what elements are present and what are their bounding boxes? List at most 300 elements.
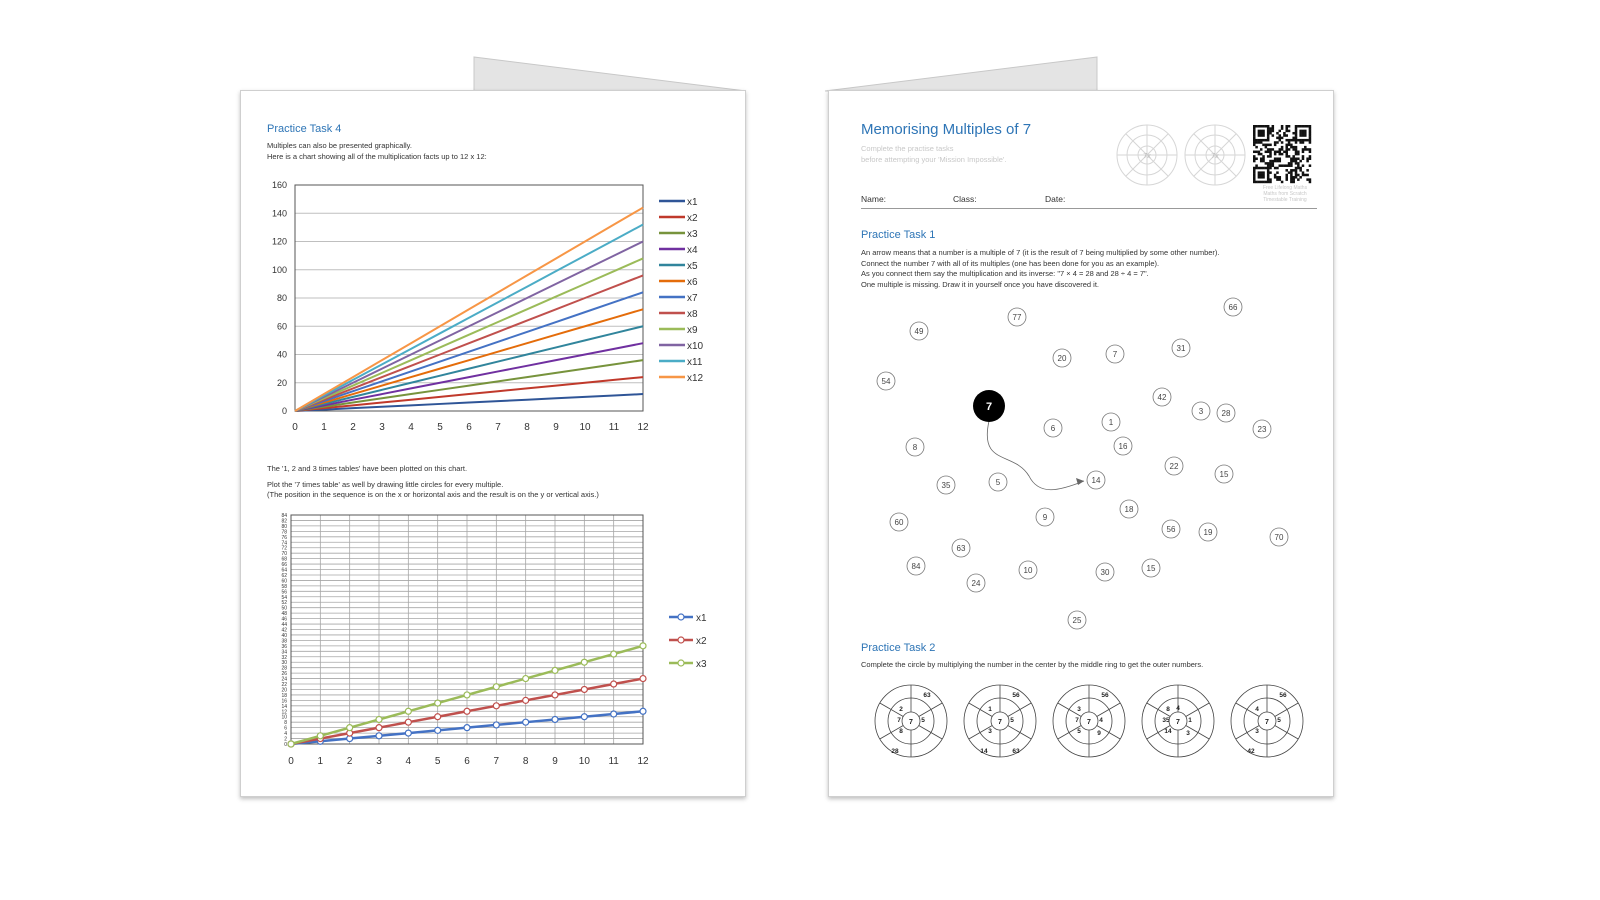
qr-module: [1253, 178, 1256, 181]
middle-line-2: Plot the '7 times table' as well by drawing little circles for every multiple.: [267, 479, 504, 489]
qr-module: [1255, 125, 1258, 128]
qr-module: [1302, 139, 1305, 142]
number-bubble-label: 35: [941, 481, 951, 490]
chart2-y-tick: 8: [284, 720, 287, 727]
chart2-y-tick: 42: [281, 627, 287, 634]
chart1-series-x9: [295, 258, 643, 411]
chart2-y-tick: 84: [281, 513, 287, 519]
qr-module: [1288, 141, 1291, 144]
qr-module: [1267, 130, 1270, 133]
qr-module: [1288, 144, 1291, 147]
qr-module: [1253, 134, 1256, 137]
wheel-middle-number: 4: [1176, 705, 1180, 712]
chart2-y-tick: 50: [281, 605, 287, 612]
qr-module: [1269, 132, 1272, 135]
task4-title: Practice Task 4: [267, 123, 342, 135]
chart2-y-tick: 14: [281, 703, 287, 710]
wheel-center-number: 7: [909, 719, 913, 726]
chart2-point-x2: [611, 681, 617, 687]
qr-module: [1262, 160, 1265, 163]
chart2-y-tick: 38: [281, 638, 287, 645]
qr-module: [1276, 178, 1279, 181]
chart1-x-tick: 4: [408, 422, 414, 433]
qr-module: [1269, 167, 1272, 170]
qr-module: [1265, 181, 1268, 184]
chart1-x-tick: 5: [437, 422, 443, 433]
number-bubble-label: 28: [1221, 409, 1231, 418]
qr-code[interactable]: [1253, 125, 1311, 183]
chart2-point-x1: [640, 708, 646, 714]
qr-module: [1260, 157, 1263, 160]
wheel-center-number: 7: [1265, 719, 1269, 726]
qr-module: [1258, 151, 1261, 154]
qr-module: [1309, 164, 1312, 167]
qr-module: [1253, 139, 1256, 142]
chart1-legend-label: x8: [687, 309, 698, 320]
chart2-x-tick: 3: [376, 756, 382, 767]
qr-module: [1276, 167, 1279, 170]
chart2-point-x1: [376, 733, 382, 739]
task2-instruction: Complete the circle by multiplying the number in the center by the middle ring to get the outer numbers.: [861, 660, 1204, 669]
qr-module: [1267, 137, 1270, 140]
qr-module: [1279, 137, 1282, 140]
chart1-y-tick: 80: [276, 293, 287, 303]
qr-module: [1309, 139, 1312, 142]
qr-module: [1276, 141, 1279, 144]
wheel-outer-number: 63: [923, 692, 931, 699]
qr-module: [1267, 174, 1270, 177]
qr-module: [1269, 160, 1272, 163]
chart2-x-tick: 0: [288, 756, 294, 767]
qr-module: [1274, 176, 1277, 179]
number-bubble-label: 30: [1100, 568, 1110, 577]
qr-module: [1304, 174, 1307, 177]
qr-module: [1288, 139, 1291, 142]
qr-module: [1269, 127, 1272, 130]
qr-module: [1295, 132, 1298, 135]
qr-module: [1290, 146, 1293, 149]
qr-module: [1290, 157, 1293, 160]
qr-module: [1285, 174, 1288, 177]
qr-module: [1290, 181, 1293, 184]
qr-module: [1276, 137, 1279, 140]
qr-module: [1279, 157, 1282, 160]
chart2-point-x3: [523, 676, 529, 682]
qr-module: [1253, 132, 1256, 135]
number-bubble-label: 16: [1118, 442, 1128, 451]
wheel-outer-number: 14: [980, 748, 988, 755]
qr-module: [1297, 153, 1300, 156]
number-bubble-label: 1: [1108, 418, 1114, 427]
chart2-point-x1: [552, 716, 558, 722]
chart2-y-tick: 10: [281, 714, 287, 721]
qr-module: [1292, 176, 1295, 179]
qr-module: [1269, 164, 1272, 167]
chart2-legend-label: x1: [696, 613, 707, 624]
qr-module: [1258, 174, 1261, 177]
qr-module: [1258, 181, 1261, 184]
chart2-y-tick: 78: [281, 529, 287, 536]
qr-module: [1258, 132, 1261, 135]
qr-module: [1283, 164, 1286, 167]
qr-module: [1299, 125, 1302, 128]
qr-module: [1309, 137, 1312, 140]
number-bubble-label: 49: [914, 327, 924, 336]
wheel-outer-number: 28: [891, 748, 899, 755]
wheel-1: [875, 685, 947, 757]
chart2-x-tick: 10: [578, 756, 590, 767]
qr-module: [1295, 137, 1298, 140]
chart2-y-tick: 20: [281, 687, 287, 694]
qr-module: [1285, 125, 1288, 128]
chart1-legend-label: x5: [687, 261, 698, 272]
qr-module: [1269, 153, 1272, 156]
chart2-y-tick: 76: [281, 534, 287, 541]
chart1-legend-label: x11: [687, 357, 703, 368]
number-bubble-label: 7: [1112, 350, 1118, 359]
chart2-y-tick: 34: [281, 649, 287, 656]
qr-module: [1299, 167, 1302, 170]
qr-module: [1279, 134, 1282, 137]
chart1-x-tick: 3: [379, 422, 385, 433]
wheel-outer-number: 56: [1279, 692, 1287, 699]
qr-module: [1262, 125, 1265, 128]
middle-line-1: The '1, 2 and 3 times tables' have been plotted on this chart.: [267, 464, 468, 473]
left-worksheet-page: [240, 90, 746, 797]
qr-module: [1306, 160, 1309, 163]
chart1-legend-label: x1: [687, 197, 698, 208]
chart1-x-tick: 7: [495, 422, 501, 433]
qr-module: [1288, 125, 1291, 128]
qr-module: [1253, 169, 1256, 172]
wheel-outer-number: 56: [1012, 692, 1020, 699]
qr-module: [1265, 144, 1268, 147]
qr-module: [1253, 167, 1256, 170]
chart2-y-tick: 70: [281, 551, 287, 558]
qr-module: [1295, 169, 1298, 172]
qr-module: [1295, 162, 1298, 165]
qr-module: [1295, 148, 1298, 151]
qr-module: [1267, 125, 1270, 128]
qr-module: [1304, 132, 1307, 135]
chart2-y-tick: 12: [281, 709, 287, 716]
chart2-y-tick: 30: [281, 660, 287, 667]
qr-module: [1274, 141, 1277, 144]
chart2-y-tick: 40: [281, 632, 287, 639]
qr-module: [1274, 174, 1277, 177]
task1-title: Practice Task 1: [861, 229, 936, 241]
qr-module: [1281, 125, 1284, 128]
qr-module: [1285, 146, 1288, 149]
qr-module: [1253, 141, 1256, 144]
qr-module: [1269, 148, 1272, 151]
number-bubble-label: 14: [1091, 476, 1101, 485]
chart2-point-x2: [552, 692, 558, 698]
chart2-point-x1: [493, 722, 499, 728]
chart2-y-tick: 54: [281, 594, 287, 601]
qr-module: [1260, 141, 1263, 144]
chart2-x-tick: 2: [346, 756, 353, 767]
qr-module: [1272, 162, 1275, 165]
chart2-legend-marker: [678, 614, 684, 620]
chart1-x-tick: 10: [579, 422, 591, 433]
qr-module: [1260, 160, 1263, 163]
chart2-y-tick: 46: [281, 616, 287, 623]
chart2-y-tick: 60: [281, 578, 287, 585]
qr-module: [1253, 171, 1256, 174]
qr-module: [1292, 132, 1295, 135]
qr-module: [1306, 148, 1309, 151]
qr-caption-2: Maths from Scratch: [1263, 191, 1307, 197]
wheel-middle-number: 5: [921, 717, 925, 724]
chart2-y-tick: 66: [281, 562, 287, 569]
qr-module: [1309, 148, 1312, 151]
qr-module: [1299, 169, 1302, 172]
qr-module: [1309, 130, 1312, 133]
chart2-point-x3: [288, 741, 294, 747]
chart2-y-tick: 18: [281, 692, 287, 699]
qr-module: [1269, 181, 1272, 184]
wheel-middle-number: 5: [1077, 728, 1081, 735]
qr-module: [1292, 181, 1295, 184]
number-bubble-label: 8: [912, 443, 918, 452]
wheel-middle-number: 4: [1099, 717, 1103, 724]
qr-module: [1262, 134, 1265, 137]
qr-module: [1255, 139, 1258, 142]
qr-module: [1274, 144, 1277, 147]
wheel-middle-number: 3: [988, 728, 992, 735]
chart1-legend-label: x10: [687, 341, 704, 352]
qr-module: [1285, 169, 1288, 172]
qr-module: [1302, 174, 1305, 177]
qr-module: [1302, 164, 1305, 167]
number-bubble-label: 9: [1042, 513, 1048, 522]
qr-module: [1302, 157, 1305, 160]
qr-module: [1281, 127, 1284, 130]
task4-middle-text: [267, 464, 599, 501]
qr-module: [1292, 178, 1295, 181]
wheel-middle-number: 14: [1164, 728, 1172, 735]
qr-module: [1267, 144, 1270, 147]
qr-module: [1288, 171, 1291, 174]
chart2-y-tick: 36: [281, 643, 287, 650]
qr-module: [1272, 130, 1275, 133]
chart2-y-tick: 72: [281, 545, 287, 552]
qr-module: [1290, 171, 1293, 174]
qr-module: [1274, 167, 1277, 170]
qr-module: [1267, 162, 1270, 165]
qr-module: [1302, 132, 1305, 135]
qr-module: [1253, 174, 1256, 177]
chart2-point-x3: [640, 643, 646, 649]
chart2-point-x2: [581, 686, 587, 692]
qr-module: [1295, 176, 1298, 179]
qr-module: [1255, 151, 1258, 154]
number-bubble-label: 15: [1219, 470, 1229, 479]
qr-module: [1295, 125, 1298, 128]
wheel-middle-number: 7: [1075, 717, 1079, 724]
qr-module: [1274, 153, 1277, 156]
qr-module: [1279, 151, 1282, 154]
qr-module: [1290, 178, 1293, 181]
qr-module: [1265, 162, 1268, 165]
qr-module: [1262, 157, 1265, 160]
task4-intro: [267, 141, 487, 162]
chart1-x-tick: 8: [524, 422, 530, 433]
wheel-center-number: 7: [1087, 719, 1091, 726]
qr-module: [1262, 171, 1265, 174]
qr-module: [1255, 167, 1258, 170]
qr-module: [1299, 130, 1302, 133]
chart2-point-x2: [493, 703, 499, 709]
qr-module: [1255, 157, 1258, 160]
wheel-5: [1231, 685, 1303, 757]
intro-line-2: Here is a chart showing all of the multiplication facts up to 12 x 12:: [267, 151, 487, 161]
number-bubble-label: 3: [1198, 407, 1204, 416]
chart1-legend-label: x12: [687, 373, 704, 384]
qr-module: [1302, 171, 1305, 174]
qr-module: [1295, 157, 1298, 160]
qr-module: [1276, 171, 1279, 174]
qr-module: [1299, 160, 1302, 163]
number-bubble-label: 63: [956, 544, 966, 553]
qr-module: [1288, 155, 1291, 158]
wheel-middle-number: 1: [1188, 717, 1192, 724]
qr-module: [1304, 134, 1307, 137]
chart2-y-tick: 44: [281, 622, 287, 629]
qr-module: [1285, 164, 1288, 167]
wheel-middle-number: 1: [988, 706, 992, 713]
qr-module: [1285, 178, 1288, 181]
badge-1-label: 7x: [1143, 153, 1151, 160]
qr-module: [1302, 141, 1305, 144]
qr-module: [1295, 174, 1298, 177]
wheel-middle-number: 7: [897, 717, 901, 724]
qr-module: [1253, 181, 1256, 184]
wheel-2: [964, 685, 1036, 757]
chart2-point-x2: [405, 719, 411, 725]
worksheet-title: Memorising Multiples of 7: [861, 121, 1032, 138]
qr-module: [1309, 141, 1312, 144]
number-bubble-field: [829, 291, 1333, 641]
chart2-y-tick: 32: [281, 654, 287, 661]
qr-module: [1265, 139, 1268, 142]
qr-module: [1290, 169, 1293, 172]
chart2-y-tick: 68: [281, 556, 287, 563]
qr-module: [1262, 130, 1265, 133]
qr-module: [1262, 155, 1265, 158]
chart2-point-x1: [581, 714, 587, 720]
number-bubble-label: 24: [971, 579, 981, 588]
chart2-y-tick: 64: [281, 567, 287, 574]
task1-instructions: [861, 248, 1220, 290]
date-label: Date:: [1045, 194, 1066, 204]
qr-module: [1295, 167, 1298, 170]
qr-caption-3: Timestable Training: [1263, 197, 1307, 203]
qr-module: [1265, 125, 1268, 128]
right-worksheet-page: [828, 90, 1334, 797]
chart1-legend-label: x9: [687, 325, 698, 336]
chart2-point-x2: [435, 714, 441, 720]
qr-module: [1285, 134, 1288, 137]
chart2-point-x3: [464, 692, 470, 698]
qr-module: [1302, 125, 1305, 128]
chart2-point-x1: [611, 711, 617, 717]
qr-module: [1272, 125, 1275, 128]
number-bubble-label: 25: [1072, 616, 1082, 625]
qr-module: [1302, 151, 1305, 154]
qr-module: [1267, 134, 1270, 137]
qr-module: [1304, 125, 1307, 128]
qr-module: [1267, 178, 1270, 181]
chart2-x-tick: 6: [464, 756, 470, 767]
qr-module: [1302, 134, 1305, 137]
qr-module: [1253, 144, 1256, 147]
qr-module: [1281, 141, 1284, 144]
qr-module: [1299, 176, 1302, 179]
qr-module: [1290, 164, 1293, 167]
wheel-middle-number: 2: [899, 706, 903, 713]
qr-module: [1295, 141, 1298, 144]
qr-module: [1276, 132, 1279, 135]
qr-module: [1285, 127, 1288, 130]
wheel-middle-number: 8: [1166, 706, 1170, 713]
chart2-legend-marker: [678, 637, 684, 643]
qr-module: [1267, 148, 1270, 151]
chart1-x-tick: 11: [608, 422, 620, 433]
qr-module: [1267, 139, 1270, 142]
qr-caption-1: Free Lifelong Maths: [1262, 185, 1308, 191]
qr-module: [1290, 174, 1293, 177]
chart1-x-tick: 9: [553, 422, 559, 433]
qr-module: [1267, 151, 1270, 154]
chart2-y-tick: 28: [281, 665, 287, 672]
qr-module: [1281, 146, 1284, 149]
qr-module: [1258, 139, 1261, 142]
qr-module: [1279, 139, 1282, 142]
qr-module: [1265, 151, 1268, 154]
qr-module: [1302, 148, 1305, 151]
qr-module: [1295, 171, 1298, 174]
qr-module: [1260, 130, 1263, 133]
chart2-point-x3: [347, 725, 353, 731]
wheel-middle-number: 3: [1186, 730, 1190, 737]
qr-module: [1302, 130, 1305, 133]
qr-module: [1292, 160, 1295, 163]
qr-module: [1274, 160, 1277, 163]
qr-module: [1295, 139, 1298, 142]
qr-module: [1306, 157, 1309, 160]
chart2-x-tick: 11: [608, 756, 619, 767]
chart2-y-tick: 82: [281, 518, 287, 525]
wheel-center-number: 7: [1176, 719, 1180, 726]
qr-module: [1297, 139, 1300, 142]
chart2-point-x1: [523, 719, 529, 725]
multiplication-chart: [241, 171, 745, 471]
qr-module: [1309, 125, 1312, 128]
qr-module: [1267, 167, 1270, 170]
qr-module: [1262, 181, 1265, 184]
wheel-outer-number: 42: [1247, 748, 1255, 755]
chart2-point-x3: [405, 708, 411, 714]
qr-module: [1281, 148, 1284, 151]
wheel-middle-number: 35: [1162, 717, 1170, 724]
qr-module: [1283, 151, 1286, 154]
qr-module: [1302, 155, 1305, 158]
qr-module: [1290, 144, 1293, 147]
qr-module: [1279, 130, 1282, 133]
qr-module: [1276, 176, 1279, 179]
